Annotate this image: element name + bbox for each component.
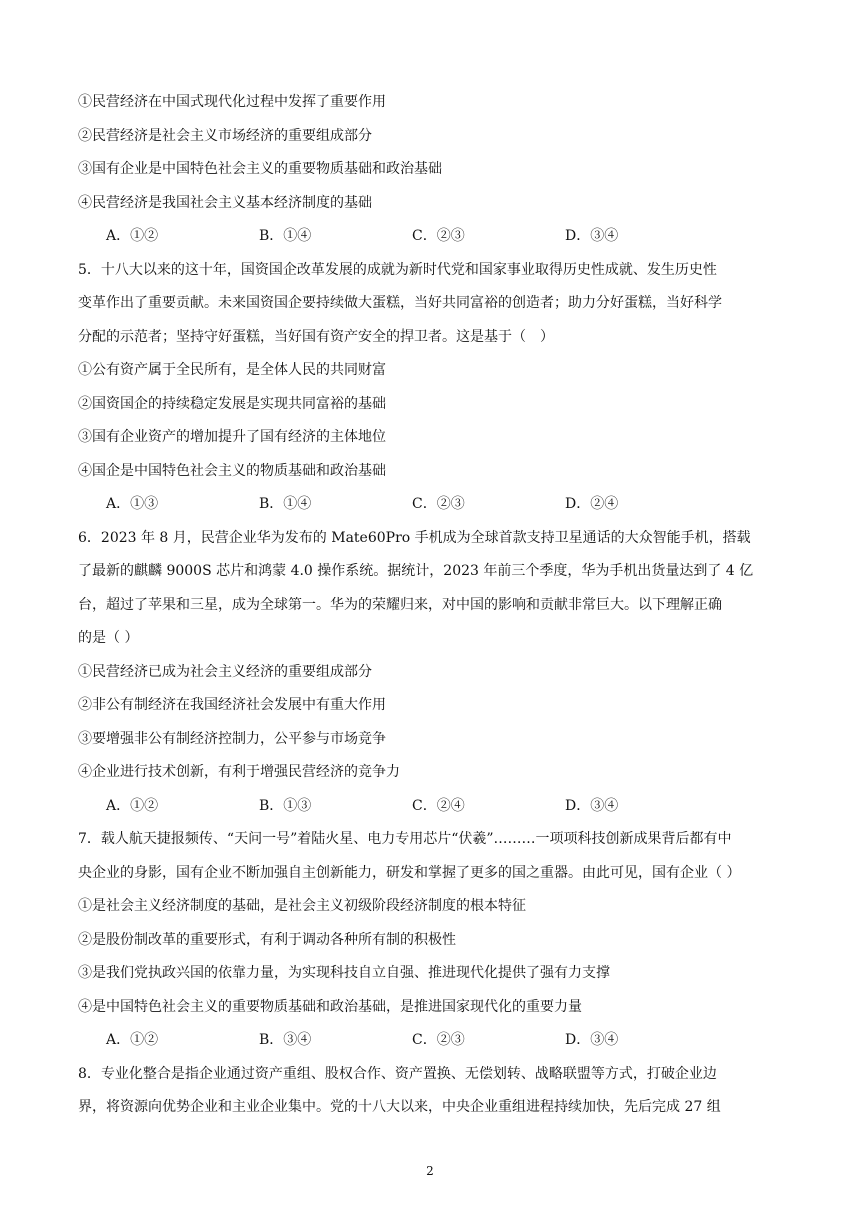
option-b: B．①④ (259, 496, 312, 512)
q5-options (78, 488, 784, 522)
question-8 (78, 1058, 784, 1125)
statement: ②民营经济是社会主义市场经济的重要组成部分 (78, 127, 372, 144)
option-c: C．②③ (412, 228, 465, 244)
option-a: A．①③ (106, 496, 159, 512)
statement: ①是社会主义经济制度的基础，是社会主义初级阶段经济制度的根本特征 (78, 898, 526, 914)
q7-options (78, 1024, 784, 1058)
option-b: B．③④ (259, 1032, 312, 1048)
question-stem: 分配的示范者；坚持守好蛋糕，当好国有资产安全的捍卫者。这是基于（ ） (78, 328, 554, 345)
option-c: C．②④ (412, 797, 465, 814)
option-a: A．①② (106, 228, 159, 244)
question-stem: 5．十八大以来的这十年，国资国企改革发展的成就为新时代党和国家事业取得历史性成就、发生历史性 (78, 261, 717, 278)
page-content (78, 86, 784, 1125)
statement: ④民营经济是我国社会主义基本经济制度的基础 (78, 194, 372, 211)
statement: ③是我们党执政兴国的依靠力量，为实现科技自立自强、推进现代化提供了强有力支撑 (78, 965, 610, 981)
statement: ③要增强非公有制经济控制力，公平参与市场竞争 (78, 730, 386, 747)
statement: ④是中国特色社会主义的重要物质基础和政治基础，是推进国家现代化的重要力量 (78, 998, 582, 1015)
statement: ④国企是中国特色社会主义的物质基础和政治基础 (78, 462, 386, 479)
statement: ③国有企业资产的增加提升了国有经济的主体地位 (78, 429, 386, 445)
option-b: B．①③ (259, 797, 312, 814)
question-stem: 央企业的身影，国有企业不断加强自主创新能力，研发和掌握了更多的国之重器。由此可见，国有企业（ ） (78, 864, 741, 881)
question-stem: 6．2023 年 8 月，民营企业华为发布的 Mate60Pro 手机成为全球首款支持卫星通话的大众智能手机，搭载 (78, 529, 751, 546)
statement: ②非公有制经济在我国经济社会发展中有重大作用 (78, 697, 386, 713)
option-d: D．②④ (565, 496, 619, 512)
statement: ①民营经济已成为社会主义经济的重要组成部分 (78, 663, 372, 680)
q6-options (78, 790, 784, 824)
statement: ①公有资产属于全民所有，是全体人民的共同财富 (78, 362, 386, 378)
page-number: 2 (426, 1164, 434, 1178)
question-stem: 界，将资源向优势企业和主业企业集中。党的十八大以来，中央企业重组进程持续加快，先后完成 27 组 (78, 1099, 721, 1115)
option-d: D．③④ (565, 1032, 619, 1048)
question-stem: 7．载人航天捷报频传、“天问一号”着陆火星、电力专用芯片“伏羲”………一项项科技创新成果背后都有中 (78, 831, 732, 847)
option-c: C．②③ (412, 496, 465, 512)
option-d: D．③④ (565, 797, 619, 814)
statement: ①民营经济在中国式现代化过程中发挥了重要作用 (78, 94, 386, 110)
question-stem: 了最新的麒麟 9000S 芯片和鸿蒙 4.0 操作系统。据统计，2023 年前三个季度，华为手机出货量达到了 4 亿 (78, 563, 754, 579)
question-5 (78, 254, 784, 522)
option-d: D．③④ (565, 228, 619, 244)
option-a: A．①② (106, 797, 159, 814)
option-c: C．②③ (412, 1032, 465, 1048)
statement: ④企业进行技术创新，有利于增强民营经济的竞争力 (78, 764, 400, 780)
option-a: A．①② (106, 1032, 159, 1048)
question-stem: 台，超过了苹果和三星，成为全球第一。华为的荣耀归来，对中国的影响和贡献非常巨大。以下理解正确 (78, 596, 722, 613)
q4-options (78, 220, 784, 254)
question-6 (78, 522, 784, 824)
q4-statements (78, 86, 784, 220)
question-stem: 8．专业化整合是指企业通过资产重组、股权合作、资产置换、无偿划转、战略联盟等方式，打破企业边 (78, 1065, 717, 1082)
statement: ②是股份制改革的重要形式，有利于调动各种所有制的积极性 (78, 931, 456, 948)
question-stem: 的是（ ） (78, 630, 139, 646)
question-7 (78, 823, 784, 1058)
statement: ③国有企业是中国特色社会主义的重要物质基础和政治基础 (78, 161, 442, 177)
option-b: B．①④ (259, 228, 312, 244)
statement: ②国资国企的持续稳定发展是实现共同富裕的基础 (78, 395, 386, 412)
question-stem: 变革作出了重要贡献。未来国资国企要持续做大蛋糕，当好共同富裕的创造者；助力分好蛋糕，当好科学 (78, 295, 722, 311)
